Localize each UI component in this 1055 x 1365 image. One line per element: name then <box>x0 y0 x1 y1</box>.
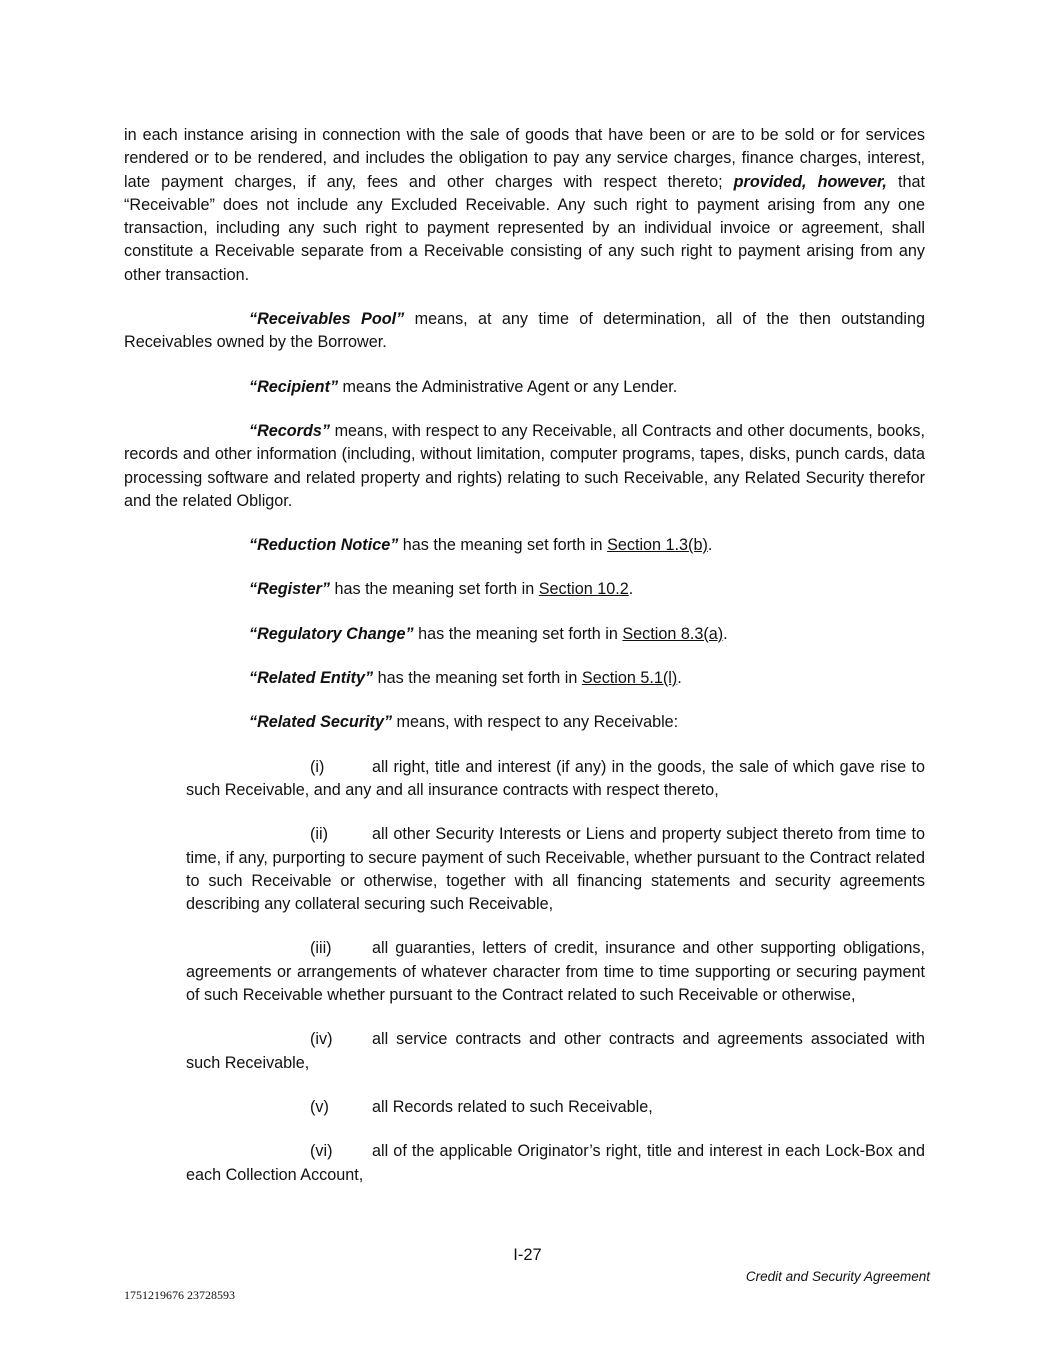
list-item <box>186 1028 925 1075</box>
section-reference: Section 10.2 <box>538 580 629 599</box>
definition-text: has the meaning set forth in <box>329 580 539 599</box>
section-reference: Section 5.1(l) <box>581 669 678 688</box>
item-text: all guaranties, letters of credit, insurance and other supporting obligations, agreements or arrangements of whatever character from time to time supporting or securing payment of such Receivable whether pursuant to the Contract related to such Receivable or otherwise, <box>186 939 925 1005</box>
defined-term: “Related Entity” <box>249 669 374 688</box>
definition-text: . <box>677 669 682 688</box>
item-number: (vi) <box>310 1142 333 1161</box>
definition-text: . <box>723 624 728 643</box>
definition-text: . <box>628 580 634 599</box>
defined-term: “Related Security” <box>249 713 393 732</box>
defined-term: “Receivables Pool” <box>249 310 405 329</box>
defined-term: “Recipient” <box>249 377 339 396</box>
list-item <box>186 1096 925 1119</box>
item-number: (iii) <box>310 939 332 958</box>
section-reference: Section 8.3(a) <box>622 624 724 643</box>
item-text: all other Security Interests or Liens and property subject thereto from time to time, if any, purporting to secure payment of such Receivable, whether pursuant to the Contract related to such Receivable or otherwise, together with all financing statements and security agreements describing any collateral securing such Receivable, <box>186 825 925 914</box>
definition-related-entity <box>124 667 925 690</box>
definition-text: has the meaning set forth in <box>398 536 608 555</box>
defined-term: “Reduction Notice” <box>249 536 399 555</box>
definition-text: means, at any time of determination, all of the then outstanding Receivables owned by the Borrower. <box>124 310 925 352</box>
item-text: all right, title and interest (if any) in the goods, the sale of which gave rise to such Receivable, and any and all insurance contracts with respect thereto, <box>186 757 925 799</box>
continuation-paragraph <box>124 124 925 287</box>
proviso-term: provided, however, <box>733 172 887 191</box>
paragraph-text: that “Receivable” does not include any Excluded Receivable. Any such right to payment arising from any one transaction, including any such right to payment represented by an individual invoice or agreement, shall constitute a Receivable separate from a Receivable consisting of any such right to payment arising from any other transaction. <box>124 172 925 284</box>
footer-document-title: Credit and Security Agreement <box>745 1269 930 1284</box>
definition-text: has the meaning set forth in <box>413 624 623 643</box>
list-item <box>186 823 925 916</box>
definition-reduction-notice <box>124 534 925 557</box>
item-number: (iv) <box>310 1030 333 1049</box>
list-item <box>186 937 925 1007</box>
definition-register <box>124 578 925 601</box>
document-body <box>124 124 925 1187</box>
list-item <box>186 756 925 803</box>
definition-text: . <box>707 536 713 555</box>
definition-text: means, with respect to any Receivable: <box>392 713 679 732</box>
item-text: all Records related to such Receivable, <box>372 1097 653 1116</box>
defined-term: “Regulatory Change” <box>249 624 414 643</box>
definition-text: means, with respect to any Receivable, all Contracts and other documents, books, records and other information (including, without limitation, computer programs, tapes, disks, punch cards, data processing software and related property and rights) relating to such Receivable, any Related Security therefor and the related Obligor. <box>124 421 925 510</box>
definition-text: means the Administrative Agent or any Lender. <box>338 377 678 396</box>
section-reference: Section 1.3(b) <box>607 536 708 555</box>
paragraph-text: in each instance arising in connection with the sale of goods that have been or are to be sold or for services rendered or to be rendered, and includes the obligation to pay any service charges, finance charges, interest, late payment charges, if any, fees and other charges with respect thereto; <box>124 126 925 191</box>
definition-text: has the meaning set forth in <box>373 669 582 688</box>
defined-term: “Register” <box>249 580 330 599</box>
defined-term: “Records” <box>249 421 330 440</box>
item-text: all of the applicable Originator’s right, title and interest in each Lock-Box and each Collection Account, <box>186 1142 925 1184</box>
item-number: (v) <box>310 1097 329 1116</box>
document-id: 1751219676 23728593 <box>124 1288 235 1302</box>
definition-records <box>124 420 925 513</box>
page-number: I-27 <box>513 1246 542 1264</box>
list-item <box>186 1140 925 1187</box>
definition-recipient <box>124 376 925 399</box>
item-text: all service contracts and other contracts and agreements associated with such Receivable, <box>186 1030 925 1072</box>
definition-related-security <box>124 711 925 734</box>
item-number: (ii) <box>310 825 328 844</box>
item-number: (i) <box>310 757 325 776</box>
definition-regulatory-change <box>124 623 925 646</box>
definition-receivables-pool <box>124 308 925 355</box>
